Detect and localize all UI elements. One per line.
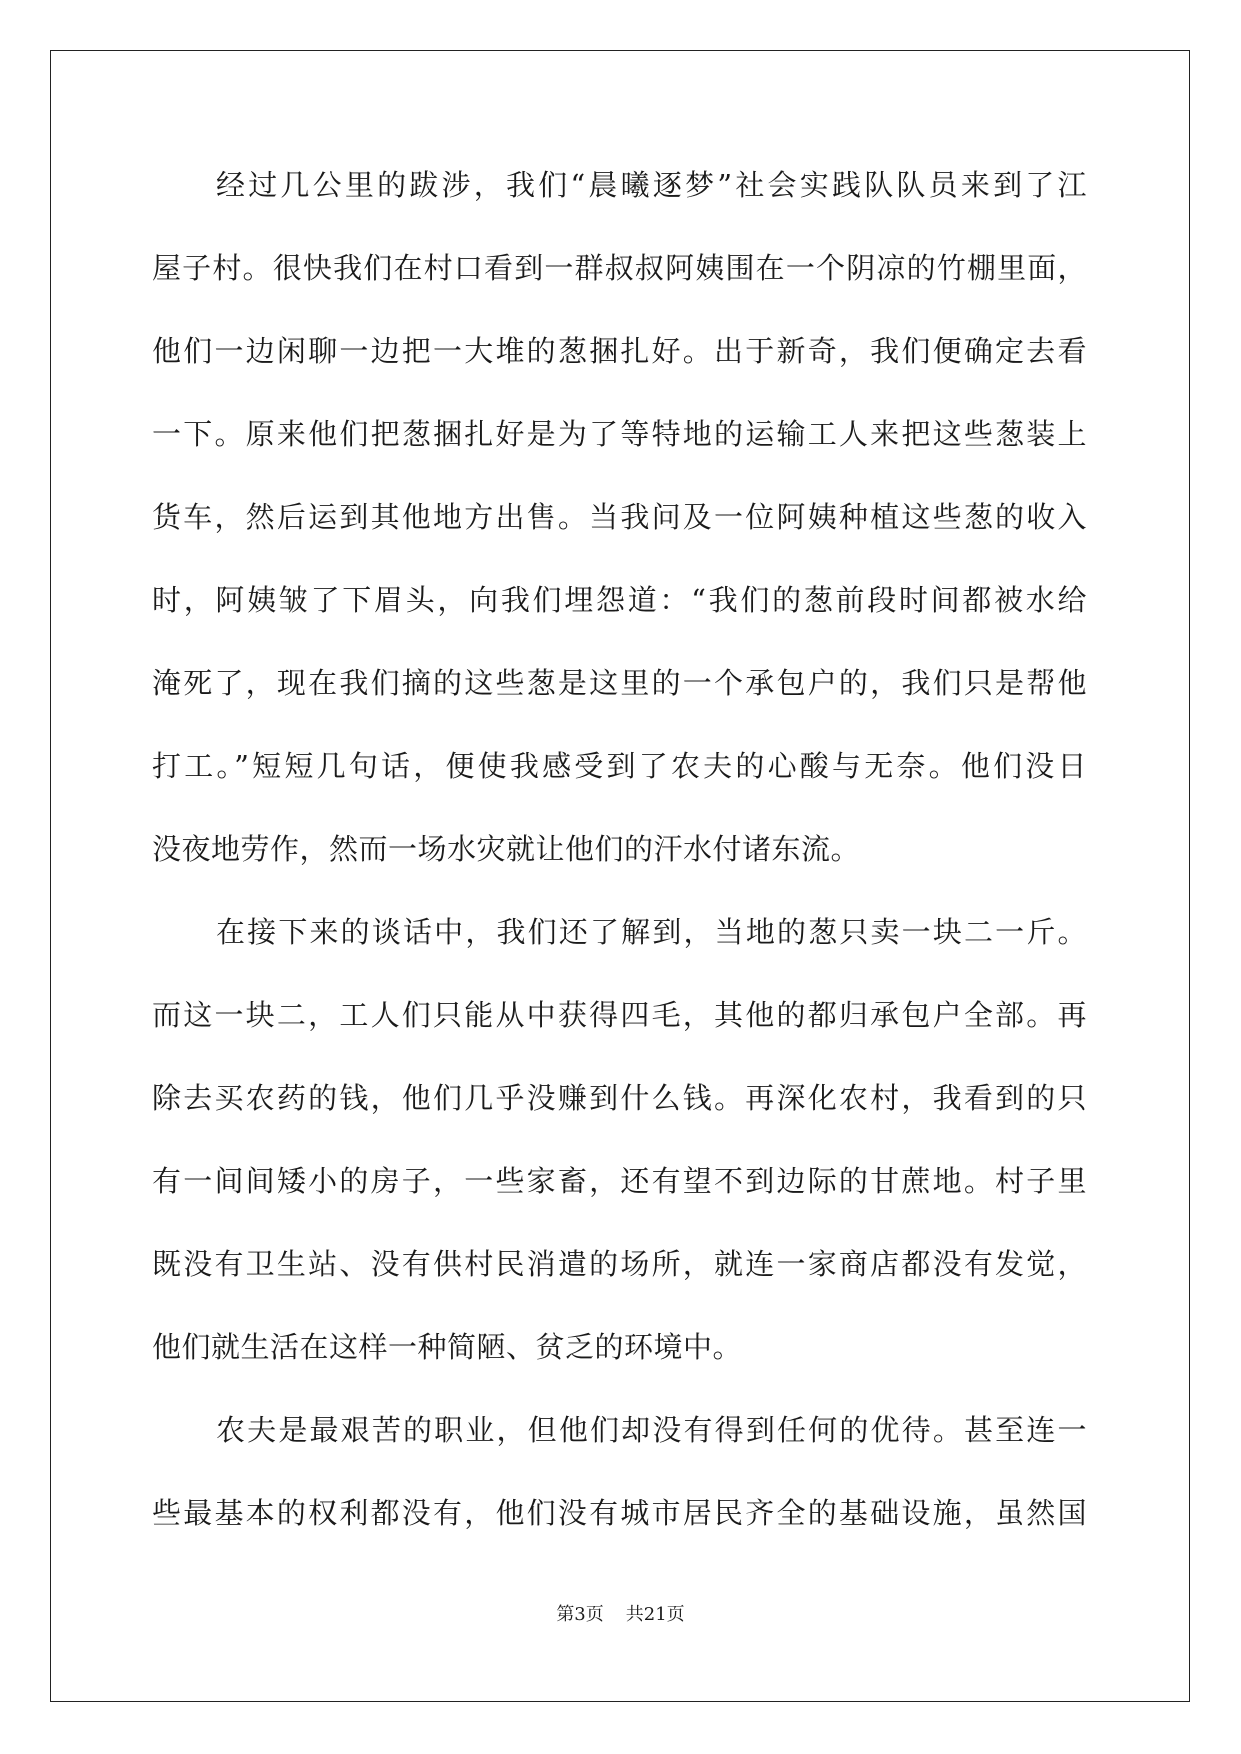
text-line: 些最基本的权利都没有，他们没有城市居民齐全的基础设施，虽然国: [152, 1496, 1087, 1530]
text-line: 打工。”短短几句话，便使我感受到了农夫的心酸与无奈。他们没日: [152, 749, 1087, 783]
text-line: 经过几公里的跋涉，我们“晨曦逐梦”社会实践队队员来到了江: [216, 168, 1087, 202]
text-line: 淹死了，现在我们摘的这些葱是这里的一个承包户的，我们只是帮他: [152, 666, 1087, 700]
text-line: 在接下来的谈话中，我们还了解到，当地的葱只卖一块二一斤。: [216, 915, 1087, 949]
text-line: 既没有卫生站、没有供村民消遣的场所，就连一家商店都没有发觉，: [152, 1247, 1087, 1281]
text-line: 一下。原来他们把葱捆扎好是为了等特地的运输工人来把这些葱装上: [152, 417, 1087, 451]
text-line: 除去买农药的钱，他们几乎没赚到什么钱。再深化农村，我看到的只: [152, 1081, 1087, 1115]
page-total: 共21页: [625, 1604, 685, 1625]
text-line: 时，阿姨皱了下眉头，向我们埋怨道：“我们的葱前段时间都被水给: [152, 583, 1087, 617]
text-line: 他们就生活在这样一种简陋、贫乏的环境中。: [152, 1330, 743, 1364]
text-line: 没夜地劳作，然而一场水灾就让他们的汗水付诸东流。: [152, 832, 861, 866]
page-number: 第3页: [556, 1604, 604, 1625]
page-footer: [0, 1603, 1241, 1627]
text-line: 农夫是最艰苦的职业，但他们却没有得到任何的优待。甚至连一: [216, 1413, 1087, 1447]
text-line: 屋子村。很快我们在村口看到一群叔叔阿姨围在一个阴凉的竹棚里面，: [152, 251, 1087, 285]
text-line: 货车，然后运到其他地方出售。当我问及一位阿姨种植这些葱的收入: [152, 500, 1087, 534]
text-line: 而这一块二，工人们只能从中获得四毛，其他的都归承包户全部。再: [152, 998, 1087, 1032]
document-body: [152, 160, 1087, 1571]
text-line: 他们一边闲聊一边把一大堆的葱捆扎好。出于新奇，我们便确定去看: [152, 334, 1087, 368]
text-line: 有一间间矮小的房子，一些家畜，还有望不到边际的甘蔗地。村子里: [152, 1164, 1087, 1198]
